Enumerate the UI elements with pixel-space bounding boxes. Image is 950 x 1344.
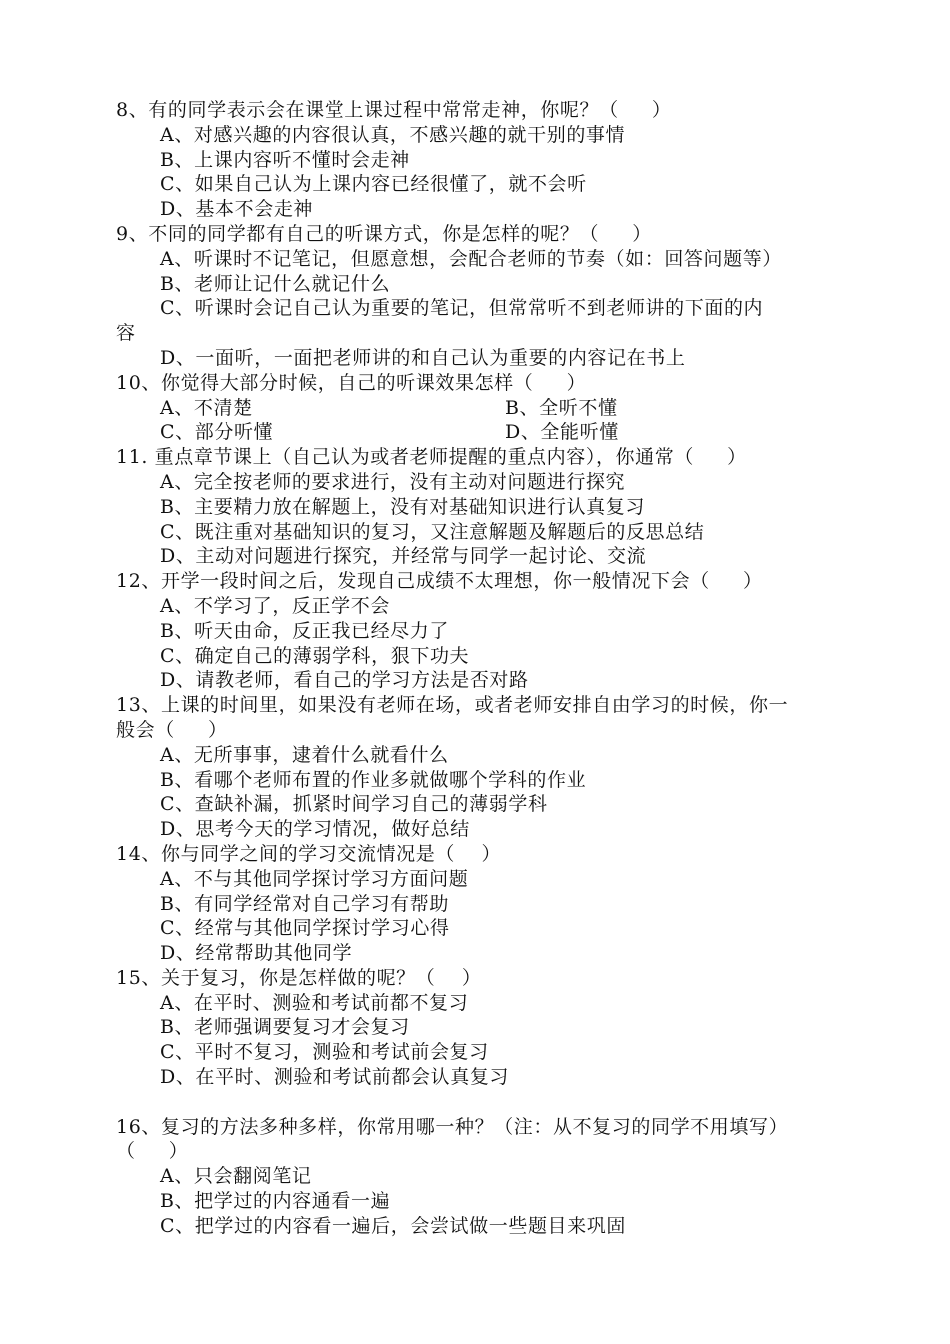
question-11-option-c: C、既注重对基础知识的复习，又注意解题及解题后的反思总结 bbox=[160, 520, 705, 543]
question-16-option-a: A、只会翻阅笔记 bbox=[160, 1165, 312, 1188]
question-13: 13、上课的时间里，如果没有老师在场，或者老师安排自由学习的时候，你一 bbox=[116, 694, 789, 717]
question-13-option-d: D、思考今天的学习情况，做好总结 bbox=[160, 818, 470, 841]
question-14-option-a: A、不与其他同学探讨学习方面问题 bbox=[160, 867, 469, 890]
question-8: 8、有的同学表示会在课堂上课过程中常常走神，你呢？（ ） bbox=[116, 99, 672, 121]
question-14-option-d: D、经常帮助其他同学 bbox=[160, 942, 353, 965]
question-15-option-d: D、在平时、测验和考试前都会认真复习 bbox=[160, 1066, 510, 1089]
question-15: 15、关于复习，你是怎样做的呢？（ ） bbox=[116, 966, 482, 989]
question-10-option-b: B、全听不懂 bbox=[505, 396, 618, 419]
question-13-option-b: B、看哪个老师布置的作业多就做哪个学科的作业 bbox=[160, 768, 587, 791]
question-9-option-c-continuation: 容 bbox=[116, 322, 136, 345]
question-10-options-row-2 bbox=[116, 420, 836, 445]
question-10-option-d: D、全能听懂 bbox=[505, 421, 619, 444]
question-13-option-a: A、无所事事，逮着什么就看什么 bbox=[160, 743, 449, 766]
question-14-option-b: B、有同学经常对自己学习有帮助 bbox=[160, 892, 449, 915]
question-8-option-a: A、对感兴趣的内容很认真，不感兴趣的就干别的事情 bbox=[160, 123, 626, 146]
question-16-line-2: （ ） bbox=[116, 1140, 189, 1163]
question-11-option-d: D、主动对问题进行探究，并经常与同学一起讨论、交流 bbox=[160, 545, 647, 568]
question-13-line-2: 般会（ ） bbox=[116, 718, 228, 741]
question-8-option-c: C、如果自己认为上课内容已经很懂了，就不会听 bbox=[160, 173, 587, 196]
question-11: 11. 重点章节课上（自己认为或者老师提醒的重点内容），你通常（ ） bbox=[116, 446, 747, 469]
question-11-option-a: A、完全按老师的要求进行，没有主动对问题进行探究 bbox=[160, 470, 626, 493]
question-15-option-c: C、平时不复习，测验和考试前会复习 bbox=[160, 1041, 489, 1064]
question-13-option-c: C、查缺补漏，抓紧时间学习自己的薄弱学科 bbox=[160, 793, 548, 816]
question-10-options-row-1 bbox=[116, 396, 836, 421]
question-16-option-c: C、把学过的内容看一遍后，会尝试做一些题目来巩固 bbox=[160, 1214, 626, 1237]
question-12: 12、开学一段时间之后，发现自己成绩不太理想，你一般情况下会（ ） bbox=[116, 570, 763, 593]
question-8-option-b: B、上课内容听不懂时会走神 bbox=[160, 148, 410, 171]
question-9-option-b: B、老师让记什么就记什么 bbox=[160, 272, 391, 295]
question-9: 9、不同的同学都有自己的听课方式，你是怎样的呢？（ ） bbox=[116, 222, 652, 245]
question-15-option-a: A、在平时、测验和考试前都不复习 bbox=[160, 991, 469, 1014]
question-9-option-c: C、听课时会记自己认为重要的笔记，但常常听不到老师讲的下面的内 bbox=[160, 297, 764, 320]
question-14-option-c: C、经常与其他同学探讨学习心得 bbox=[160, 917, 450, 940]
question-10-option-a: A、不清楚 bbox=[160, 396, 253, 419]
question-9-option-a: A、听课时不记笔记，但愿意想，会配合老师的节奏（如：回答问题等） bbox=[160, 247, 782, 270]
question-10-option-c: C、部分听懂 bbox=[160, 421, 274, 444]
question-10: 10、你觉得大部分时候，自己的听课效果怎样（ ） bbox=[116, 371, 587, 394]
question-12-option-b: B、听天由命，反正我已经尽力了 bbox=[160, 619, 449, 642]
questionnaire-page bbox=[116, 98, 836, 1239]
question-8-option-d: D、基本不会走神 bbox=[160, 198, 314, 221]
section-spacer bbox=[116, 1090, 836, 1115]
question-16-option-b: B、把学过的内容通看一遍 bbox=[160, 1190, 391, 1213]
question-16: 16、复习的方法多种多样，你常用哪一种？（注：从不复习的同学不用填写） bbox=[116, 1115, 789, 1138]
question-11-option-b: B、主要精力放在解题上，没有对基础知识进行认真复习 bbox=[160, 495, 645, 518]
question-15-option-b: B、老师强调要复习才会复习 bbox=[160, 1016, 410, 1039]
question-12-option-c: C、确定自己的薄弱学科，狠下功夫 bbox=[160, 644, 470, 667]
question-14: 14、你与同学之间的学习交流情况是（ ） bbox=[116, 842, 502, 865]
question-9-option-d: D、一面听，一面把老师讲的和自己认为重要的内容记在书上 bbox=[160, 346, 686, 369]
question-12-option-d: D、请教老师，看自己的学习方法是否对路 bbox=[160, 669, 529, 692]
question-12-option-a: A、不学习了，反正学不会 bbox=[160, 594, 390, 617]
